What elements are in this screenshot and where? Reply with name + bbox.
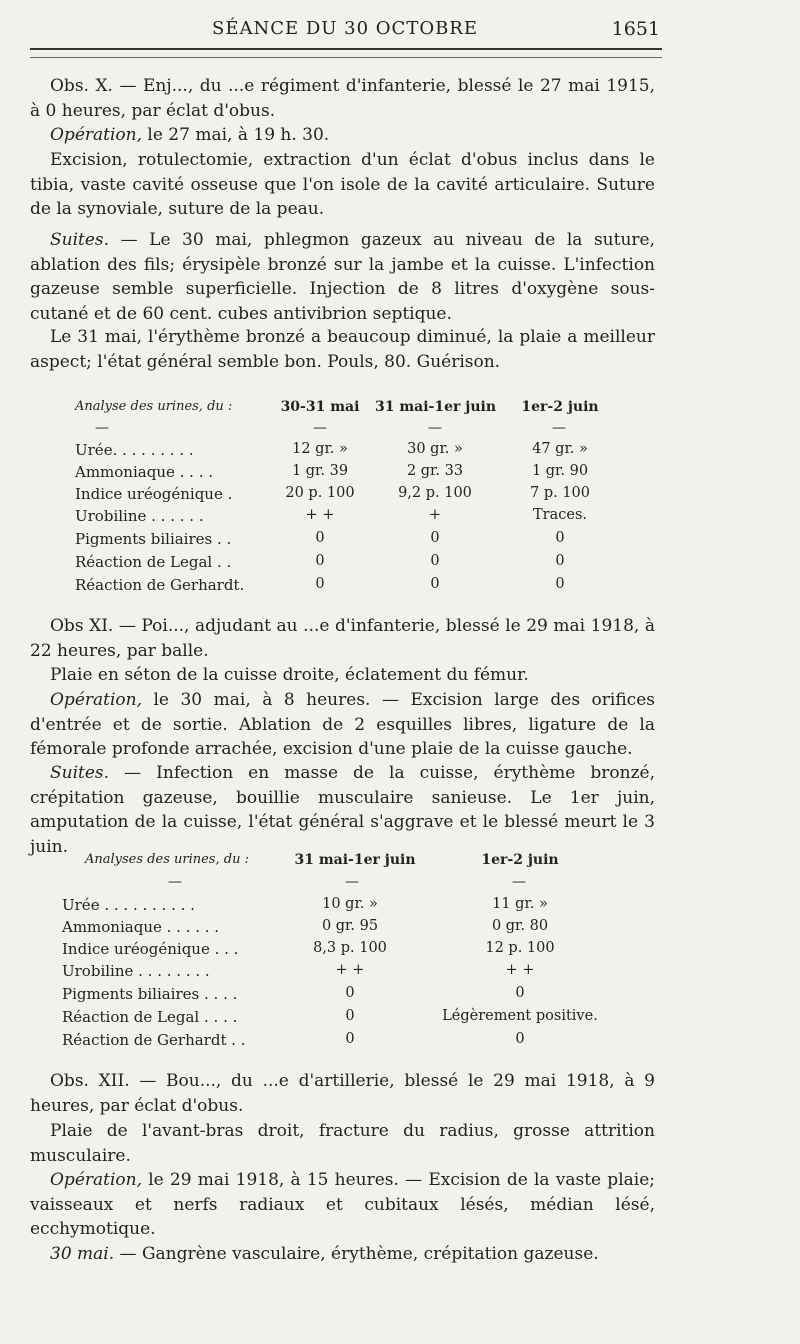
table1-cell: 0 — [315, 530, 325, 546]
table2-cell: + + — [505, 962, 535, 978]
obs12-followup: 30 mai. — Gangrène vasculaire, érythème, crépitation gazeuse. — [50, 1244, 599, 1264]
obs12-wound: Plaie de l'avant-bras droit, fracture du radius, grosse attrition musculaire. — [30, 1121, 655, 1166]
table1-cell: + — [428, 507, 442, 523]
obs12-operation: Opération, le 29 mai 1918, à 15 heures. — Excision de la vaste plaie; vaisseaux et nerfs radiaux et cubitaux lésés, médian lésé, ecchymotique. — [30, 1170, 655, 1239]
table2-row-label: Pigments biliaires . . . . — [62, 985, 238, 1003]
obs10-outcome: Le 31 mai, l'érythème bronzé a beaucoup diminué, la plaie a meilleur aspect; l'état général semble bon. Pouls, 80. Guérison. — [30, 327, 655, 372]
table1-cell: 0 — [555, 553, 565, 569]
obs10-operation: Opération, le 27 mai, à 19 h. 30. — [50, 125, 330, 145]
running-title: SÉANCE DU 30 OCTOBRE — [211, 18, 478, 39]
table2-row-label: Indice uréogénique . . . — [62, 940, 239, 958]
table1-dash: — — [95, 420, 109, 436]
table2-cell: 8,3 p. 100 — [313, 940, 387, 956]
table2-dash: — — [345, 874, 359, 890]
table1-row-label: Urée. . . . . . . . . — [75, 441, 194, 459]
page-number: 1651 — [611, 18, 660, 40]
table1-row-label: Ammoniaque . . . . — [75, 463, 213, 481]
table2-cell: 0 — [515, 1031, 525, 1047]
table1-cell: 0 — [555, 530, 565, 546]
table1-cell: 7 p. 100 — [529, 485, 590, 501]
obs10-excision: Excision, rotulectomie, extraction d'un éclat d'obus inclus dans le tibia, vaste cavité osseuse que l'on isole de la cavité articulaire. Suture de la synoviale, suture de la peau. — [30, 150, 655, 219]
table1-dash: — — [552, 420, 566, 436]
table2-col-2: 1er-2 juin — [481, 852, 559, 868]
table1-row-label: Pigments biliaires . . — [75, 530, 232, 548]
table1-row-label: Urobiline . . . . . . — [75, 507, 204, 525]
table1-row-label: Réaction de Legal . . — [75, 553, 232, 571]
table1-cell: 1 gr. 90 — [531, 463, 589, 479]
table1-cell: 30 gr. » — [407, 441, 463, 457]
table1-caption: Analyse des urines, du : — [75, 399, 233, 414]
table1-cell: Traces. — [533, 507, 587, 523]
table2-cell: Légèrement positive. — [442, 1008, 598, 1024]
obs10-intro: Obs. X. — Enj..., du ...e régiment d'infanterie, blessé le 27 mai 1915, à 0 heures, par éclat d'obus. — [30, 76, 655, 121]
table1-cell: 0 — [315, 576, 325, 592]
table1-cell: 12 gr. » — [292, 441, 348, 457]
table1-cell: 47 gr. » — [532, 441, 588, 457]
table2-cell: 0 — [515, 985, 525, 1001]
table1-dash: — — [313, 420, 327, 436]
table1-cell: + + — [305, 507, 335, 523]
table2-cell: 0 — [345, 1008, 355, 1024]
obs11-wound: Plaie en séton de la cuisse droite, éclatement du fémur. — [50, 665, 529, 685]
table1-cell: 2 gr. 33 — [406, 463, 464, 479]
table2-dash: — — [512, 874, 526, 890]
table1-cell: 1 gr. 39 — [291, 463, 349, 479]
table1-col-2: 31 mai-1er juin — [375, 399, 497, 415]
table1-cell: 0 — [555, 576, 565, 592]
obs11-suites: Suites. — Infection en masse de la cuisse, érythème bronzé, crépitation gazeuse, bouillie musculaire sanieuse. Le 1er juin, amputation de la cuisse, l'état général s'aggrave et le blessé meurt le 3 juin. — [30, 763, 655, 857]
table2-row-label: Urobiline . . . . . . . . — [62, 962, 210, 980]
table1-row-label: Indice uréogénique . — [75, 485, 233, 503]
table2-cell: 10 gr. » — [322, 896, 378, 912]
table1-dash: — — [428, 420, 442, 436]
table2-cell: + + — [335, 962, 365, 978]
table1-cell: 0 — [430, 576, 440, 592]
table1-cell: 20 p. 100 — [285, 485, 355, 501]
obs11-intro: Obs XI. — Poi..., adjudant au ...e d'infanterie, blessé le 29 mai 1918, à 22 heures, par balle. — [30, 616, 655, 661]
table2-cell: 0 gr. 80 — [491, 918, 549, 934]
obs10-suites: Suites. — Le 30 mai, phlegmon gazeux au niveau de la suture, ablation des fils; érysipèle bronzé sur la jambe et la cuisse. L'infection gazeuse semble superficielle. Injection de 8 litres d'oxygène sous-cutané et de 60 cent. cubes antivibrion septique. — [30, 230, 655, 324]
table2-cell: 12 p. 100 — [485, 940, 555, 956]
table2-cell: 0 gr. 95 — [321, 918, 379, 934]
obs11-operation: Opération, le 30 mai, à 8 heures. — Excision large des orifices d'entrée et de sortie. Ablation de 2 esquilles libres, ligature de la fémorale profonde arrachée, excision d'une plaie de la cuisse gauche. — [30, 690, 655, 759]
table2-row-label: Réaction de Legal . . . . — [62, 1008, 238, 1026]
table2-dash: — — [168, 874, 182, 890]
table2-cell: 11 gr. » — [492, 896, 548, 912]
table1-row-label: Réaction de Gerhardt. — [75, 576, 245, 594]
table1-cell: 0 — [430, 553, 440, 569]
table2-row-label: Urée . . . . . . . . . . — [62, 896, 195, 914]
table1-cell: 9,2 p. 100 — [398, 485, 472, 501]
table2-col-1: 31 mai-1er juin — [294, 852, 416, 868]
obs12-intro: Obs. XII. — Bou..., du ...e d'artillerie, blessé le 29 mai 1918, à 9 heures, par éclat d'obus. — [30, 1071, 655, 1116]
table2-row-label: Réaction de Gerhardt . . — [62, 1031, 246, 1049]
table1-cell: 0 — [430, 530, 440, 546]
table2-cell: 0 — [345, 985, 355, 1001]
table1-col-3: 1er-2 juin — [521, 399, 599, 415]
table1-cell: 0 — [315, 553, 325, 569]
table2-caption: Analyses des urines, du : — [85, 852, 249, 867]
table2-row-label: Ammoniaque . . . . . . — [62, 918, 220, 936]
table2-cell: 0 — [345, 1031, 355, 1047]
table1-col-1: 30-31 mai — [280, 399, 360, 415]
